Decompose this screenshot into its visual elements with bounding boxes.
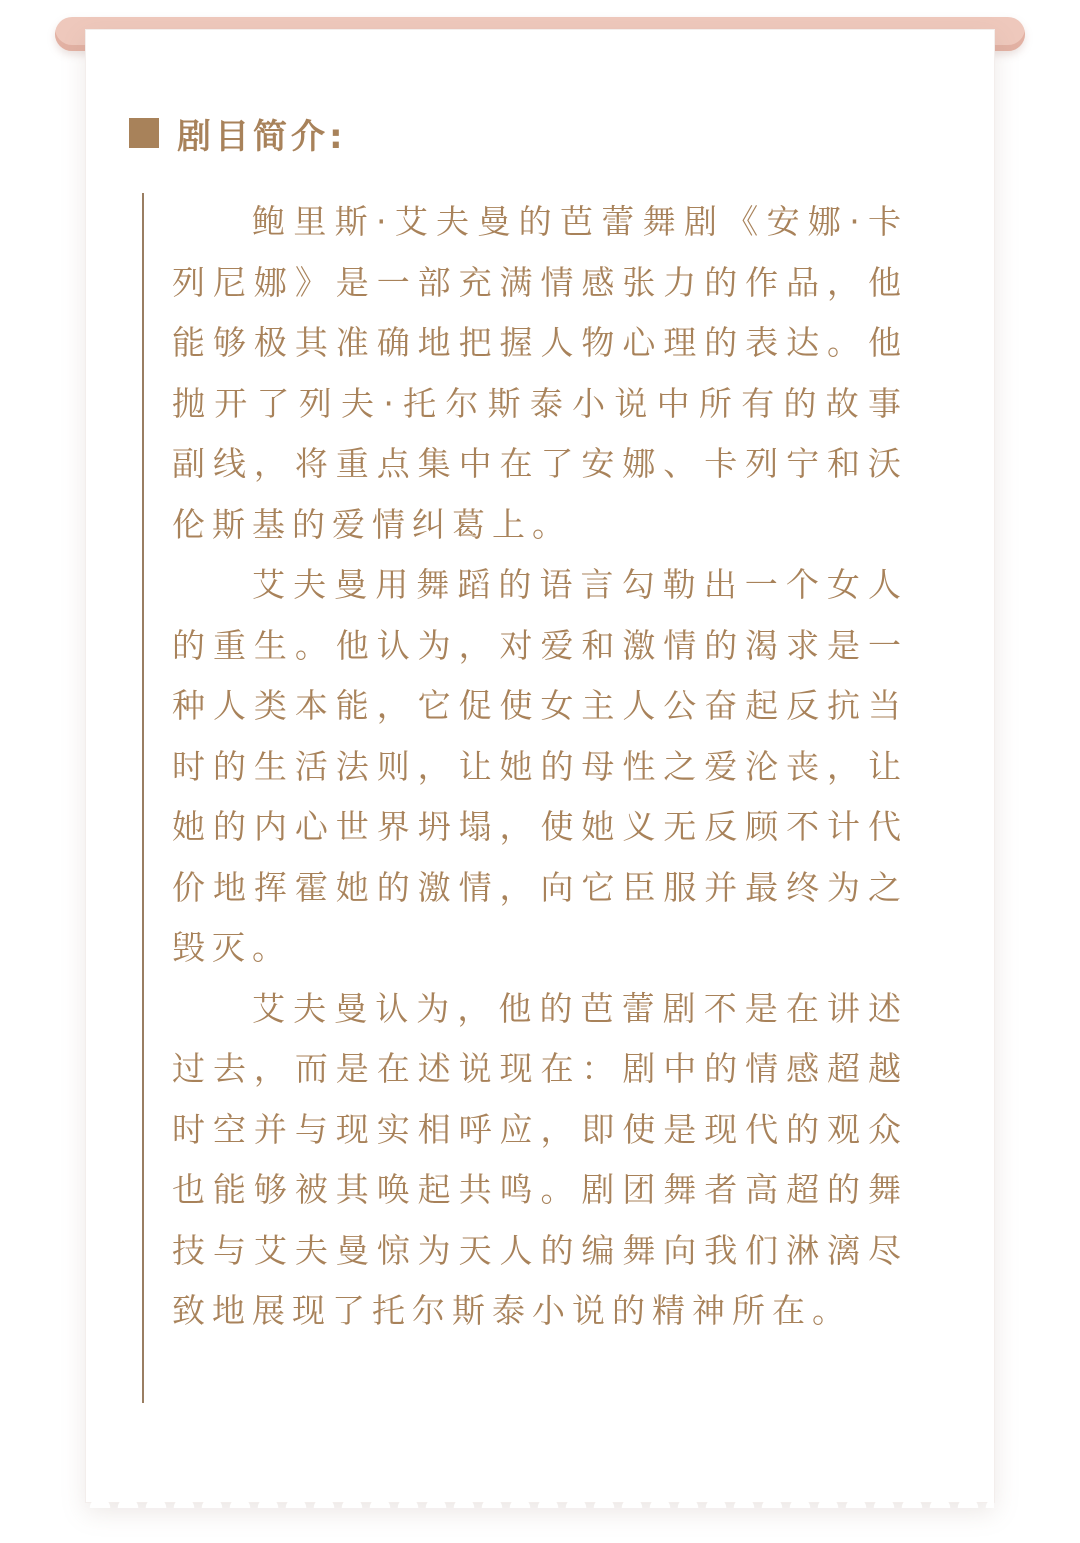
heading-square-icon bbox=[129, 118, 159, 148]
paragraph-3: 艾夫曼认为，他的芭蕾剧不是在讲述过去，而是在述说现在：剧中的情感超越时空并与现实相呼应，即使是现代的观众也能够被其唤起共鸣。剧团舞者高超的舞技与艾夫曼惊为天人的编舞向我们淋漓尽致地展现了托尔斯泰小说的精神所在。 bbox=[172, 988, 908, 1330]
section-title: 剧目简介: bbox=[177, 116, 347, 157]
section-heading bbox=[129, 106, 347, 160]
paragraph-2: 艾夫曼用舞蹈的语言勾勒出一个女人的重生。他认为，对爱和激情的渴求是一种人类本能，它促使女主人公奋起反抗当时的生活法则，让她的母性之爱沦丧，让她的内心世界坍塌，使她义无反顾不计代价地挥霍她的激情，向它臣服并最终为之毁灭。 bbox=[172, 565, 908, 967]
synopsis-text bbox=[172, 192, 908, 1342]
paper-scalloped-edge bbox=[86, 1494, 994, 1508]
quote-bar bbox=[142, 193, 144, 1403]
paragraph-1: 鲍里斯·艾夫曼的芭蕾舞剧《安娜·卡列尼娜》是一部充满情感张力的作品，他能够极其准确地把握人物心理的表达。他抛开了列夫·托尔斯泰小说中所有的故事副线，将重点集中在了安娜、卡列宁和沃伦斯基的爱情纠葛上。 bbox=[172, 202, 908, 544]
